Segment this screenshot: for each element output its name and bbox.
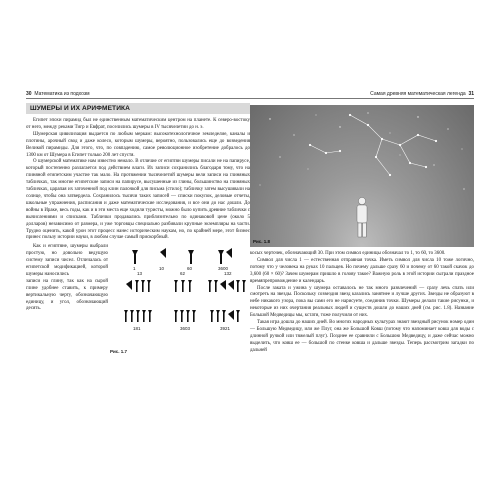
cuneiform-numerals-illustration [108,244,250,356]
paragraph: О шумерской математике нам известно немало. В отличие от египтян шумеры писали не на папирусе, который постепенно разлагается под действием влаги. Их записи сохранились благодаря тому, что на глиняной египетским участие так мало. На протяжении тысячелетий шумеры вели записи на глиняных табличках, так многие египетские записи на папирусе, высушенные из глины, большинство на глиняных табличках, царапая их заточенной под клин палочкой для письма (стило); табличку затем высушивали на солнце, чтобы она затвердела. Сохранилось тысячи таких записей — списки покупок, деловые отчеты, школьные упражнения, расписания и даже математические исследования, и все они до нас дошли. До войны в Ираке, весь годы, как и в эти места еще ходили туристы, можно было купить древние таблички с вычислениями и списками. Таблички продавались приблизительно по одинаковой цене (около 5 долларов) независимо от размера, и уже торговцы специально разбивали крупные экземпляры на части. Трудно оценить, какой урон этот процесс нанес историческим наукам, но, по крайней мере, этот бизнес принес пользу истории науки, в любом случае самый прискорбный. [26,159,250,241]
cuneiform-figure [108,244,250,356]
paragraph: После заката и ужина у шумера оставалось не так много развлечений — сразу лечь спать или смотреть на звезды. Поскольку созвездия звезд казались занятнее и лучше других. Звезды не образуют в небе никакого узора, пока вы сами его не нарисуете, соединив точки. Шумеры делали такие рисунки, и некоторые из них очертания реальных людей и существ дошли до наших дней (см. рис. 1.8). Название Большой Медведицы мы, кстати, тоже получили от них. [250,285,474,319]
numeral-label: 10 [159,266,165,272]
paragraph: Шумерская цивилизация выдается по любым меркам: высокотехнологичное земледелие, каналы и плотины, арочный свод и даже колесо, которым шумеры, вероятно, пользовались еще до возведения Великой пирамиды. Для этого, что, по совпадению, самое революционное изобретение добралось до 1300 км от Шумера в Египет только 200 лет спустя. [26,131,250,158]
running-title-left: Математика из подхозм [34,91,90,97]
paragraph: косых черточек, обозначающий 30. При этом символ единицы обозначал то 1, то 60, то 3600. [250,251,446,256]
figure-caption: Рис. 1.7 [110,349,128,355]
numeral-label: 1 [133,266,136,272]
paragraph: записи на глину, так как на сырой глине удобнее ставить, к примеру вертикальную черту, обозначающую единицу, и угол, обозначающий десять. [26,278,108,312]
right-page [250,90,474,412]
right-body-text [250,251,474,355]
numeral-label: 132 [224,271,232,277]
running-title-right: Самая древняя математическая легенда [370,91,466,97]
paragraph: Как и египтяне, шумеры выбрали простую, но довольно ведущую систему записи чисел. Отличалась от египетской модификацией, которой шумеры наносились [26,244,108,277]
figure-caption: Рис. 1.8 [253,239,271,244]
figure-block [26,244,250,356]
numeral-label: 3603 [180,326,191,332]
running-head-left [26,90,250,99]
page-number-right: 31 [468,91,474,97]
paragraph: Символ для числа 1 — естественная отправная точка. Иметь символ для числа 10 тоже логично, потому что у человека на руках 10 пальцев. Но почему дальше сразу 60 и почему от 60 такой скачок до 3,600 (60 × 60)? Зачем шумерам пришло в голову такое? Важную роль в этой истории сыграли праздное времяпрепровождение и календарь. [250,257,474,284]
running-head-right [250,90,474,99]
left-body-text [26,118,250,242]
numeral-label: 3921 [220,326,231,332]
page-number-left: 30 [26,91,32,97]
numeral-label: 13 [137,271,143,277]
numeral-label: 3600 [218,266,229,272]
numeral-label: 60 [187,266,193,272]
numeral-label: 62 [180,271,186,277]
left-page [26,90,250,412]
section-title-bar [26,103,250,114]
paragraph: Такая игра дошла до наших дней. Во многих народных культурах знают звездный рисунок номер один — Большую Медведицу, или же Плуг, она же Большой Ковш (потому что напоминает ковш для воды с длинной ручкой или тяжелый плуг). Позднее ее сравнили с Большою Медведицу, и даже сейчас можно выделить, что ковш ее — большой по стенке ковша и дальше звезды. Теперь рассмотрим загадки по дальней [250,320,474,353]
constellation-illustration [250,105,474,247]
figure-side-text [26,244,108,356]
paragraph: Египет эпохи пирамид был не единственным математическим центром на планете. К северо-востоку от него, между реками Тигр и Евфрат, поселились шумеры в IV тысячелетии до н. э. [26,118,250,130]
numeral-label: 181 [133,326,141,332]
night-sky-figure [250,105,474,247]
section-title: ШУМЕРЫ И ИХ АРИФМЕТИКА [30,105,131,112]
